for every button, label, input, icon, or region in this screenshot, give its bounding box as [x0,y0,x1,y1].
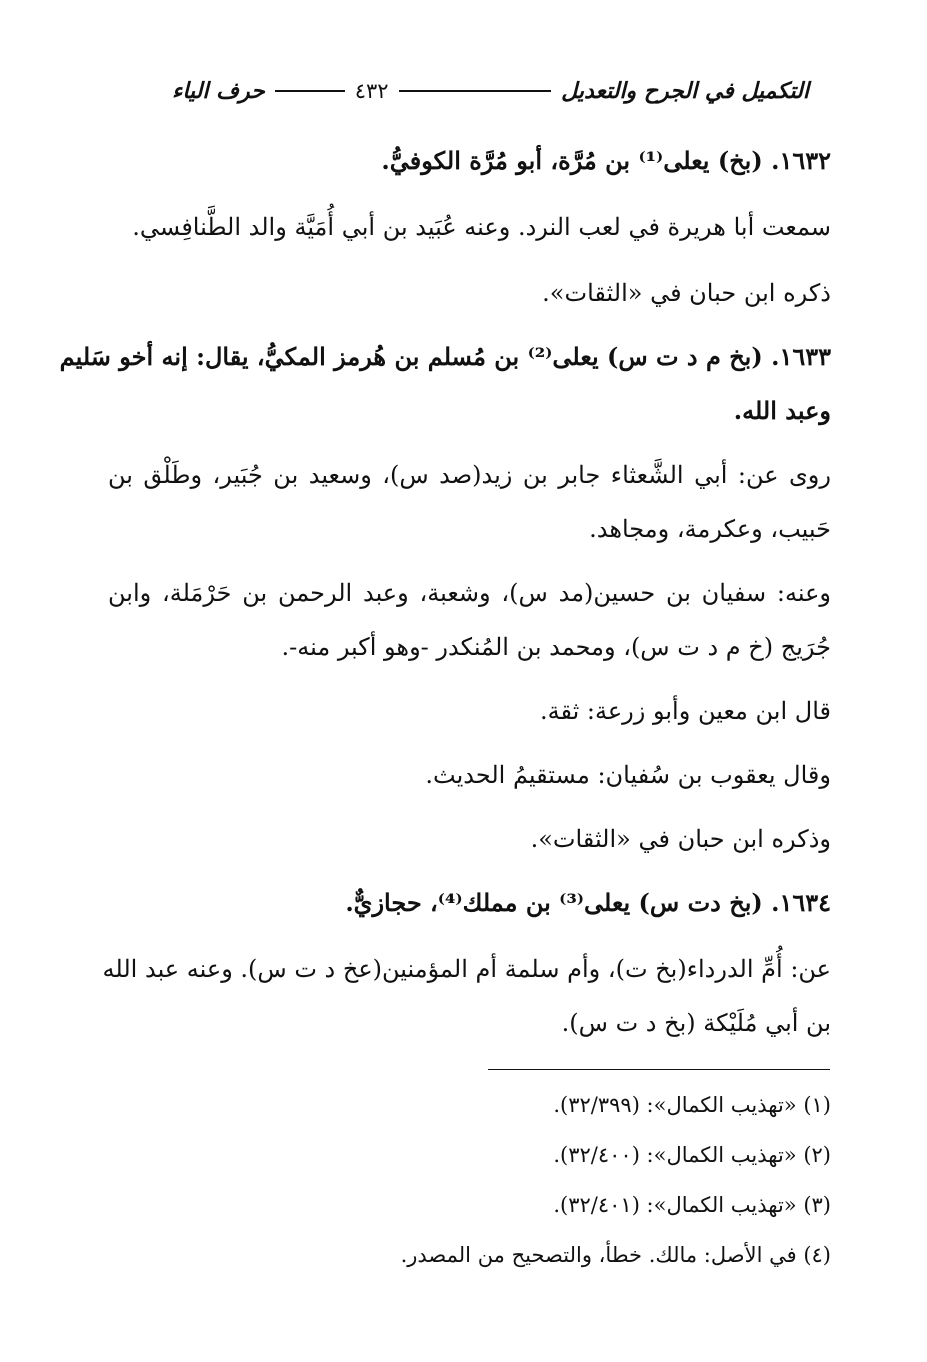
text-line: حَبيب، وعكرمة، ومجاهد. [589,515,831,543]
text-line: وعنه: سفيان بن حسين(مد س)، وشعبة، وعبد الرحمن بن حَرْمَلة، وابن [108,579,831,607]
header-book-title: التكميل في الجرح والتعديل [561,78,809,104]
text-line: بن أبي مُلَيْكة (بخ د ت س). [561,1009,831,1037]
text-line: قال ابن معين وأبو زرعة: ثقة. [539,697,831,725]
text-line: وذكره ابن حبان في «الثقات». [530,825,831,853]
footnote-3: (٣) «تهذيب الكمال»: (٣٢/٤٠١). [553,1193,831,1217]
text-line: روى عن: أبي الشَّعثاء جابر بن زيد(صد س)، وسعيد بن جُبَير، وطَلْق بن [108,461,831,489]
text-line: جُرَيج (خ م د ت س)، ومحمد بن المُنكدر -وهو أكبر منه-. [281,633,831,661]
running-header [172,78,809,104]
entry-1634-heading: ١٦٣٤. (بخ دت س) يعلى⁽³⁾ بن مملك⁽⁴⁾، حجازيٌّ. [345,888,831,917]
footnote-2: (٢) «تهذيب الكمال»: (٣٢/٤٠٠). [553,1143,831,1167]
footnote-1: (١) «تهذيب الكمال»: (٣٢/٣٩٩). [553,1093,831,1117]
header-dash [275,90,345,92]
header-section: حرف الياء [172,78,265,104]
text-line: سمعت أبا هريرة في لعب النرد. وعنه عُبَيد بن أبي أُمَيَّة والد الطَّنافِسي. [132,213,831,241]
page-number: ٤٣٢ [354,79,389,103]
footnote-4: (٤) في الأصل: مالك. خطأ، والتصحيح من المصدر. [400,1243,831,1267]
text-line: عن: أُمِّ الدرداء(بخ ت)، وأم سلمة أم المؤمنين(عخ د ت س). وعنه عبد الله [102,955,831,983]
entry-1632-heading: ١٦٣٢. (بخ) يعلى⁽¹⁾ بن مُرَّة، أبو مُرَّة الكوفيُّ. [381,146,831,175]
header-dash [399,90,552,92]
entry-1633-heading: ١٦٣٣. (بخ م د ت س) يعلى⁽²⁾ بن مُسلم بن هُرمز المكيُّ، يقال: إنه أخو سَليم [59,342,831,371]
entry-1633-heading-cont: وعبد الله. [733,396,831,425]
footnote-separator [488,1069,830,1070]
text-line: وقال يعقوب بن سُفيان: مستقيمُ الحديث. [425,761,831,789]
text-line: ذكره ابن حبان في «الثقات». [542,279,831,307]
